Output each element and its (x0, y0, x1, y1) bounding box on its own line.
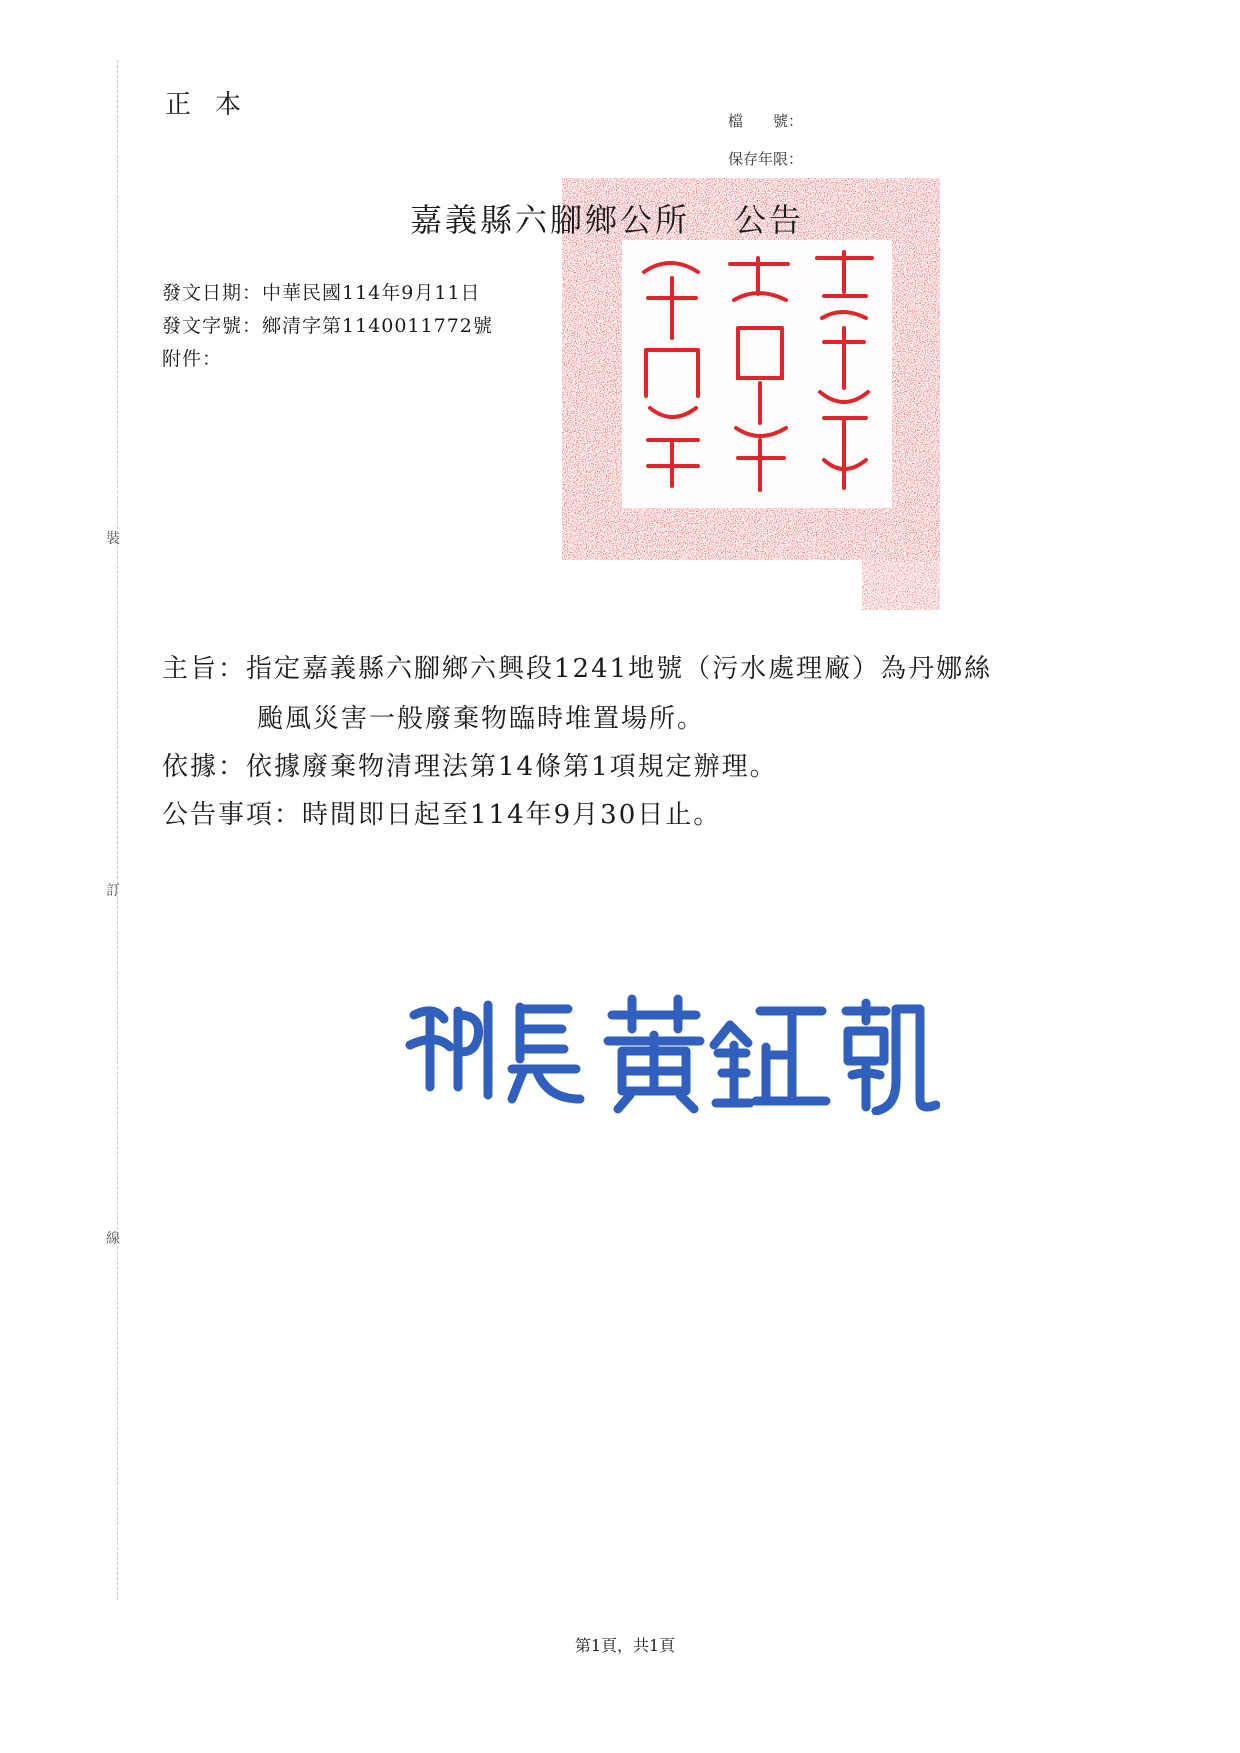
binding-mark-xian: 線 (106, 1231, 120, 1247)
basis-label: 依據： (162, 752, 247, 782)
subject-row (162, 648, 992, 685)
attachment-label: 附件： (162, 348, 223, 370)
document-title (410, 195, 804, 241)
file-no-label: 檔 號： (728, 112, 804, 130)
issue-date: 發文日期：中華民國114年9月11日 (162, 282, 481, 304)
basis-text: 依據廢棄物清理法第14條第1項規定辦理。 (246, 752, 778, 782)
page-number: 第1頁，共1頁 (574, 1636, 676, 1655)
mayor-signature-stamp (400, 985, 940, 1115)
binding-mark-ding: 訂 (106, 883, 120, 899)
subject-text-line2: 颱風災害一般廢棄物臨時堆置場所。 (257, 704, 706, 734)
binding-mark-zhuang: 裝 (106, 531, 120, 547)
copy-label: 正本 (165, 90, 266, 120)
retention-label: 保存年限： (728, 150, 804, 168)
basis-row (162, 746, 778, 783)
reference-number: 發文字號：鄉清字第1140011772號 (162, 315, 493, 337)
notice-text: 時間即日起至114年9月30日止。 (302, 800, 722, 830)
notice-label: 公告事項： (162, 800, 303, 830)
official-seal (562, 178, 940, 628)
subject-text-line1: 指定嘉義縣六腳鄉六興段1241地號（污水處理廠）為丹娜絲 (246, 654, 993, 684)
title-type: 公告 (734, 201, 805, 239)
subject-label: 主旨： (162, 654, 247, 684)
binding-line (117, 60, 118, 1600)
notice-row (162, 794, 721, 831)
title-org: 嘉義縣六腳鄉公所 (410, 201, 691, 239)
